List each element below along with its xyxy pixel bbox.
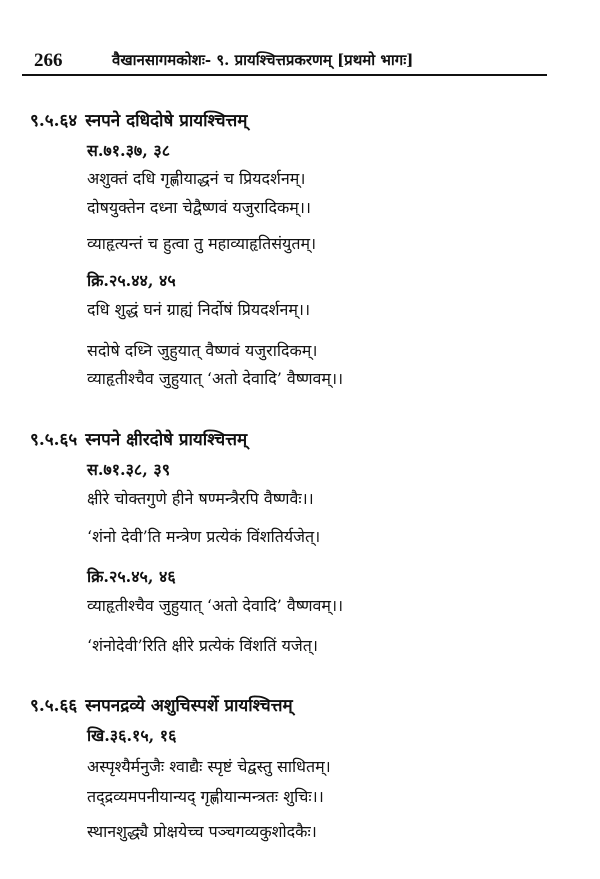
verse-line: व्याहृतीश्चैव जुहुयात् ‘अतो देवादि’ वैष्णवम्।। xyxy=(87,596,344,615)
verse-line: व्याहृतीश्चैव जुहुयात् ‘अतो देवादि’ वैष्णवम्।। xyxy=(87,369,344,388)
verse-line: क्षीरे चोक्तगुणे हीने षण्मन्त्रैरपि वैष्णवैः।। xyxy=(87,489,314,508)
verse-line: दधि शुद्धं घनं ग्राह्यं निर्दोषं प्रियदर्शनम्।। xyxy=(87,300,311,319)
verse-line: तद्द्रव्यमपनीयान्यद् गृह्णीयान्मन्त्रतः शुचिः।। xyxy=(87,787,324,806)
verse-line: अस्पृश्यैर्मनुजैः श्वाद्यैः स्पृष्टं चेद्वस्तु साधितम्। xyxy=(87,757,331,776)
verse-line: ‘शंनोदेवी’रिति क्षीरे प्रत्येकं विंशतिं यजेत्। xyxy=(87,636,318,655)
verse-line: अशुक्तं दधि गृह्णीयाद्धनं च प्रियदर्शनम्। xyxy=(87,169,306,188)
section-number: ९.५.६४ xyxy=(30,111,78,131)
verse-line: सदोषे दध्नि जुहुयात् वैष्णवं यजुरादिकम्। xyxy=(87,341,318,360)
verse-line: ‘शंनो देवी’ति मन्त्रेण प्रत्येकं विंशतिर्यजेत्। xyxy=(87,527,321,546)
section-heading xyxy=(30,693,293,716)
section-heading xyxy=(30,427,247,450)
source-reference: क्रि.२५.४५, ४६ xyxy=(87,567,176,586)
section-title: स्नपनद्रव्ये अशुचिस्पर्शे प्रायश्चित्तम् xyxy=(85,696,293,716)
page-number: 266 xyxy=(34,50,63,71)
verse-line: व्याहृत्यन्तं च हुत्वा तु महाव्याहृतिसंयुतम्। xyxy=(87,234,317,253)
source-reference: स.७१.३८, ३९ xyxy=(87,460,171,479)
section-title: स्नपने दधिदोषे प्रायश्चित्तम् xyxy=(85,111,248,131)
section-number: ९.५.६५ xyxy=(30,430,78,450)
source-reference: स.७१.३७, ३८ xyxy=(87,141,171,160)
running-title: वैखानसागमकोशः- ९. प्रायश्चित्तप्रकरणम् [प्रथमो भागः] xyxy=(112,51,414,69)
source-reference: क्रि.२५.४४, ४५ xyxy=(87,271,176,290)
verse-line: दोषयुक्तेन दध्ना चेद्वैष्णवं यजुरादिकम्।। xyxy=(87,198,311,217)
verse-line: स्थानशुद्ध्यै प्रोक्षयेच्च पञ्चगव्यकुशोदकैः। xyxy=(87,822,317,841)
section-heading xyxy=(30,108,247,131)
source-reference: खि.३६.१५, १६ xyxy=(87,726,177,745)
page-header xyxy=(22,40,547,76)
section-number: ९.५.६६ xyxy=(30,696,78,716)
section-title: स्नपने क्षीरदोषे प्रायश्चित्तम् xyxy=(85,430,248,450)
